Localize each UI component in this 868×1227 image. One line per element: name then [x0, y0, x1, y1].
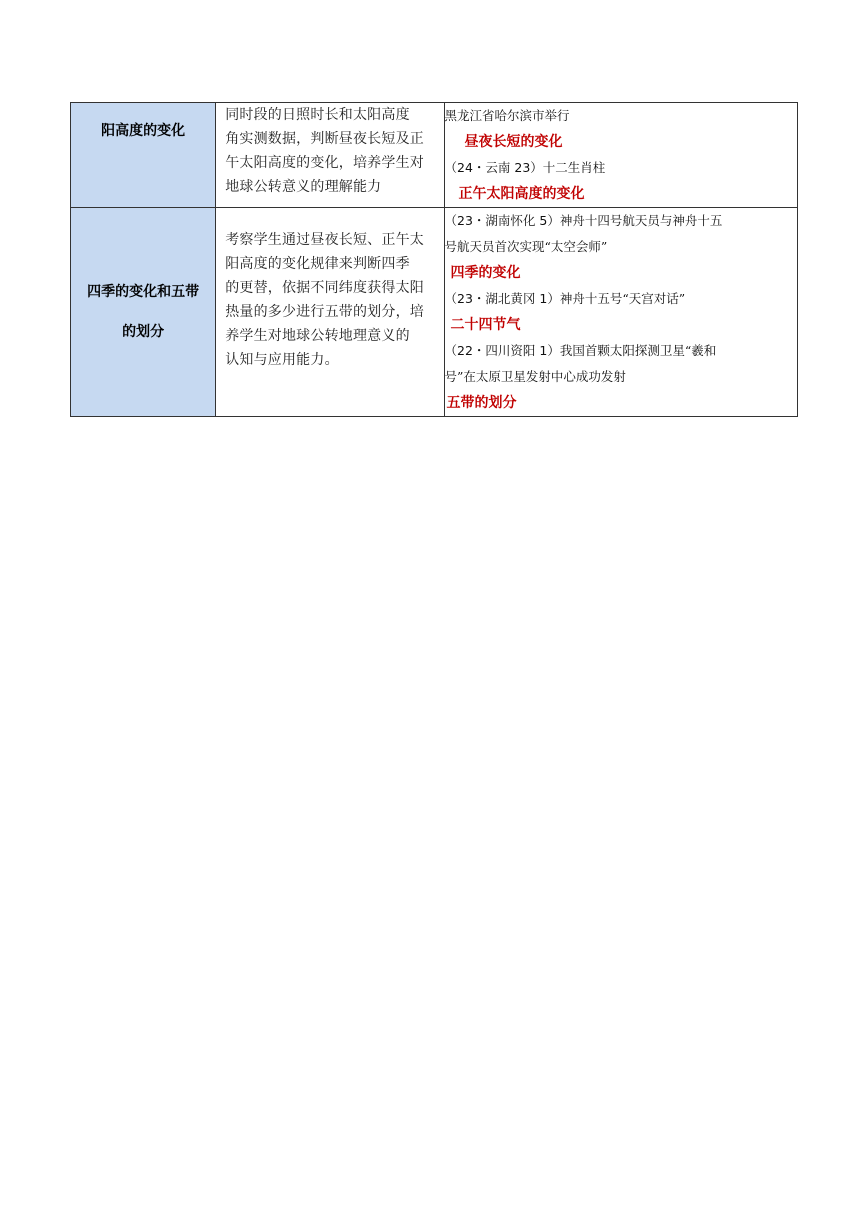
description-line: 热量的多少进行五带的划分，培 — [225, 304, 424, 320]
description-line: 认知与应用能力。 — [225, 352, 339, 368]
description-line: 养学生对地球公转地理意义的 — [225, 328, 410, 344]
case-source: （23・湖北黄冈 1） — [444, 291, 560, 306]
description-line: 阳高度的变化规律来判断四季 — [225, 256, 410, 272]
topic-text: 的划分 — [122, 324, 165, 340]
table-row — [71, 208, 798, 417]
topic-cell — [71, 103, 216, 208]
highlight-topic: 二十四节气 — [450, 317, 521, 333]
highlight-topic: 正午太阳高度的变化 — [458, 186, 585, 202]
description-line: 的更替，依据不同纬度获得太阳 — [225, 280, 424, 296]
highlight-topic: 昼夜长短的变化 — [464, 134, 563, 150]
description-line: 考察学生通过昼夜长短、正午太 — [225, 232, 424, 248]
case-line — [445, 338, 798, 364]
case-line — [445, 208, 798, 234]
table-row — [71, 103, 798, 208]
case-text: 号航天员首次实现“太空会师” — [444, 239, 608, 254]
topic-text: 阳高度的变化 — [101, 123, 186, 139]
case-source: （23・湖南怀化 5） — [444, 213, 560, 228]
case-text: 黑龙江省哈尔滨市举行 — [444, 108, 570, 123]
description-line: 地球公转意义的理解能力 — [225, 179, 382, 195]
description-cell — [216, 103, 444, 208]
cases-cell — [444, 103, 798, 208]
case-text: 神舟十四号航天员与神舟十五 — [559, 213, 723, 228]
topic-cell — [71, 208, 216, 417]
description-cell — [216, 208, 444, 417]
highlight-topic: 四季的变化 — [450, 265, 521, 281]
cases-cell — [444, 208, 798, 417]
case-line — [445, 286, 798, 312]
topic-text: 四季的变化和五带 — [87, 284, 200, 300]
case-source: （24・云南 23） — [444, 160, 543, 175]
description-line: 角实测数据，判断昼夜长短及正 — [225, 131, 424, 147]
description-line: 午太阳高度的变化，培养学生对 — [225, 155, 424, 171]
case-text: 十二生肖柱 — [542, 160, 606, 175]
curriculum-table — [70, 102, 798, 417]
case-text: 我国首颗太阳探测卫星“羲和 — [559, 343, 717, 358]
case-line — [445, 155, 798, 181]
highlight-topic: 五带的划分 — [446, 395, 517, 411]
case-text: 号”在太原卫星发射中心成功发射 — [444, 369, 626, 384]
case-source: （22・四川资阳 1） — [444, 343, 560, 358]
case-text: 神舟十五号“天宫对话” — [559, 291, 686, 306]
description-line: 同时段的日照时长和太阳高度 — [225, 107, 410, 123]
